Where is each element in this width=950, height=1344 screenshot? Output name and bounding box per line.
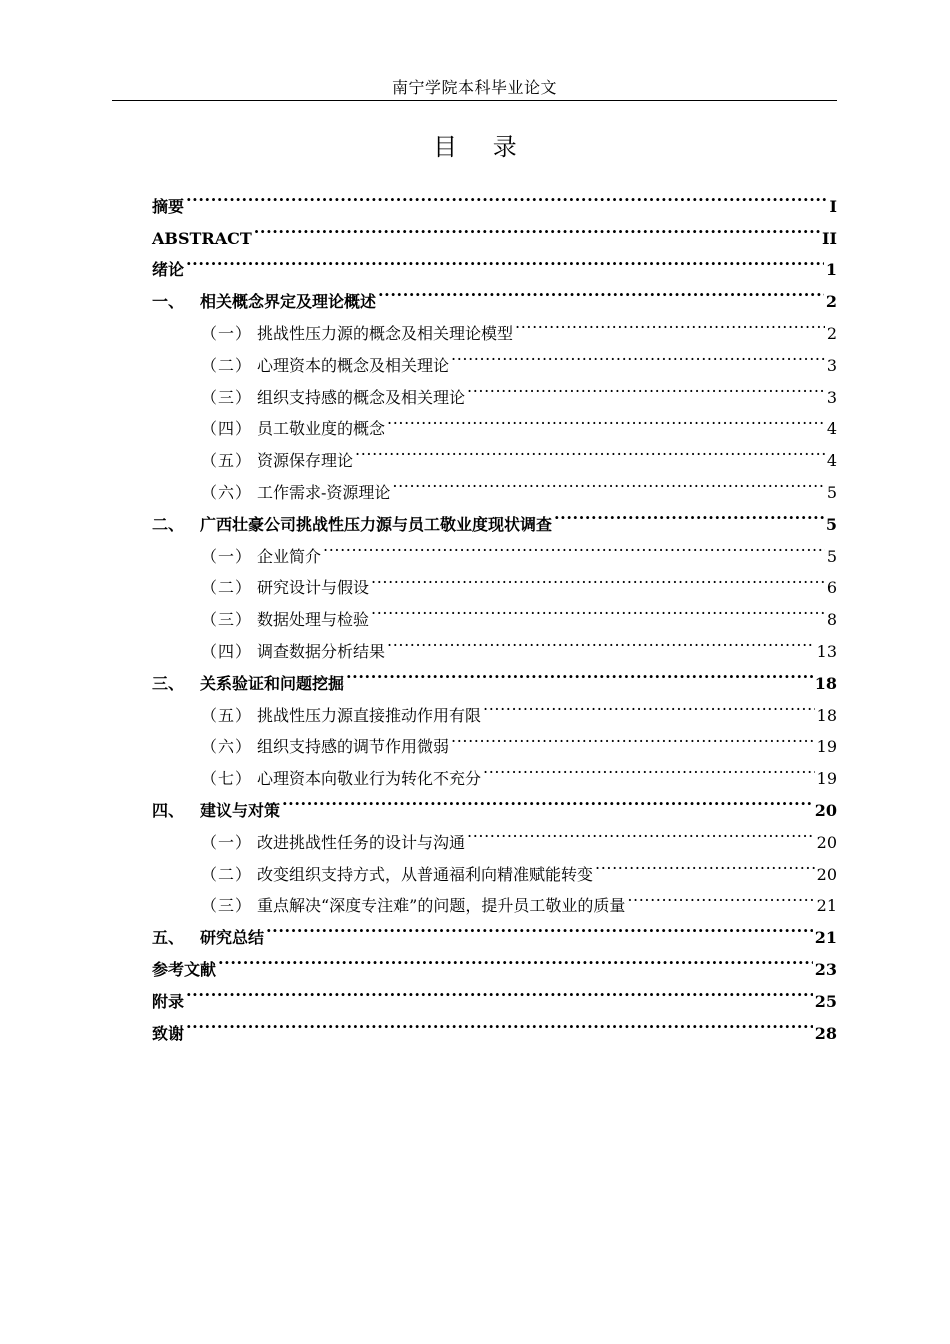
toc-dot-leader xyxy=(392,466,824,498)
toc-dot-leader xyxy=(282,784,813,816)
toc-dot-leader xyxy=(218,943,813,975)
toc-page-number: 20 xyxy=(816,864,837,884)
toc-entry-title: 心理资本向敬业行为转化不充分 xyxy=(257,769,482,789)
toc-entry-number: （二） xyxy=(201,355,253,375)
toc-entry-title: 工作需求-资源理论 xyxy=(257,482,391,502)
toc-page-number: 20 xyxy=(814,800,837,820)
toc-dot-leader xyxy=(186,180,828,212)
toc-dot-leader xyxy=(266,911,813,943)
toc-page-number: 5 xyxy=(826,546,837,566)
toc-dot-leader xyxy=(595,848,815,880)
toc-page-number: 23 xyxy=(814,959,837,979)
toc-entry-number: （三） xyxy=(201,387,253,407)
toc-chapter-entry[interactable] xyxy=(152,943,837,979)
toc-dot-leader xyxy=(627,880,814,912)
toc-entry-title: 建议与对策 xyxy=(200,800,281,820)
toc-entry-title: 调查数据分析结果 xyxy=(257,641,386,661)
toc-dot-leader xyxy=(451,339,825,371)
toc-entry-number: （一） xyxy=(201,546,253,566)
toc-entry-title: 组织支持感的调节作用微弱 xyxy=(257,737,450,757)
toc-entry-title: 员工敬业度的概念 xyxy=(257,419,386,439)
toc-page-number: 21 xyxy=(816,896,837,916)
toc-entry-title: 改进挑战性任务的设计与沟通 xyxy=(257,832,466,852)
toc-page-number: 25 xyxy=(814,991,837,1011)
toc-entry-title: 关系验证和问题挖掘 xyxy=(200,673,345,693)
toc-chapter-entry[interactable] xyxy=(152,212,837,248)
toc-entry-number: 五、 xyxy=(152,928,185,948)
toc-dot-leader xyxy=(467,816,815,848)
toc-dot-leader xyxy=(323,530,825,562)
toc-entry-title: 组织支持感的概念及相关理论 xyxy=(257,387,466,407)
toc-entry-number: （一） xyxy=(201,832,253,852)
toc-page-number: 13 xyxy=(816,641,837,661)
toc-entry-title: 摘要 xyxy=(152,196,185,216)
toc-entry-title: 挑战性压力源的概念及相关理论模型 xyxy=(257,323,514,343)
toc-page-number: 5 xyxy=(825,514,837,534)
toc-entry-number: （四） xyxy=(201,641,253,661)
toc-dot-leader xyxy=(371,562,825,594)
toc-dot-leader xyxy=(554,498,824,530)
toc-entry-title: 重点解决“深度专注难”的问题，提升员工敬业的质量 xyxy=(257,896,626,916)
toc-entry-number: 二、 xyxy=(152,514,185,534)
toc-entry-title: 挑战性压力源直接推动作用有限 xyxy=(257,705,482,725)
toc-page-number: 2 xyxy=(825,292,837,312)
toc-page-number: 18 xyxy=(816,705,837,725)
toc-page-number: II xyxy=(822,228,837,248)
toc-entry-number: （一） xyxy=(201,323,253,343)
toc-dot-leader xyxy=(186,244,824,276)
toc-entry-number: 四、 xyxy=(152,800,185,820)
toc-entry-number: （二） xyxy=(201,578,253,598)
toc-entry-number: （三） xyxy=(201,896,253,916)
toc-entry-number: （六） xyxy=(201,737,253,757)
toc-entry-number: （五） xyxy=(201,451,253,471)
toc-entry-title: 广西壮豪公司挑战性压力源与员工敬业度现状调查 xyxy=(200,514,553,534)
toc-entry-title: 数据处理与检验 xyxy=(257,610,370,630)
toc-chapter-entry[interactable] xyxy=(152,975,837,1011)
toc-dot-leader xyxy=(467,371,825,403)
toc-entry-number: 一、 xyxy=(152,292,185,312)
toc-page-number: 28 xyxy=(814,1023,837,1043)
toc-page-number: 18 xyxy=(814,673,837,693)
toc-entry-number: （五） xyxy=(201,705,253,725)
toc-page-number: 5 xyxy=(826,482,837,502)
toc-dot-leader xyxy=(387,625,815,657)
toc-page-number: 4 xyxy=(826,451,837,471)
toc-entry-number: 三、 xyxy=(152,673,185,693)
toc-dot-leader xyxy=(355,434,825,466)
toc-page-number: 19 xyxy=(816,737,837,757)
toc-chapter-entry[interactable] xyxy=(152,275,837,312)
header-rule xyxy=(112,100,837,101)
toc-page-number: 8 xyxy=(826,610,837,630)
toc-dot-leader xyxy=(451,721,815,753)
toc-entry-title: 相关概念界定及理论概述 xyxy=(200,292,377,312)
toc-entry-title: 附录 xyxy=(152,991,185,1011)
toc-page-number: 1 xyxy=(825,260,837,280)
table-of-contents xyxy=(152,180,837,1043)
toc-dot-leader xyxy=(483,752,815,784)
toc-entry-number: （六） xyxy=(201,482,253,502)
toc-entry-title: 致谢 xyxy=(152,1023,185,1043)
toc-entry-title: 研究总结 xyxy=(200,928,265,948)
toc-dot-leader xyxy=(483,689,815,721)
toc-entry-title: 研究设计与假设 xyxy=(257,578,370,598)
toc-entry-number: （二） xyxy=(201,864,253,884)
toc-entry-title: 绪论 xyxy=(152,260,185,280)
toc-dot-leader xyxy=(371,593,825,625)
toc-entry-title: 心理资本的概念及相关理论 xyxy=(257,355,450,375)
toc-page-number: 6 xyxy=(826,578,837,598)
toc-title: 目 录 xyxy=(433,133,531,162)
toc-entry-title: 资源保存理论 xyxy=(257,451,354,471)
page-header: 南宁学院本科毕业论文 xyxy=(391,78,557,97)
toc-page-number: 2 xyxy=(826,323,837,343)
toc-chapter-entry[interactable] xyxy=(152,180,837,216)
toc-dot-leader xyxy=(254,212,820,244)
toc-page-number: 20 xyxy=(816,832,837,852)
toc-page-number: 3 xyxy=(826,387,837,407)
toc-dot-leader xyxy=(186,1007,813,1039)
toc-entry-title: ABSTRACT xyxy=(152,228,252,248)
toc-page-number: 19 xyxy=(816,769,837,789)
toc-dot-leader xyxy=(186,975,813,1007)
toc-page-number: I xyxy=(829,196,837,216)
toc-entry-number: （三） xyxy=(201,610,253,630)
toc-entry-number: （七） xyxy=(201,769,253,789)
toc-page-number: 3 xyxy=(826,355,837,375)
toc-entry-title: 企业简介 xyxy=(257,546,322,566)
toc-chapter-entry[interactable] xyxy=(152,1007,837,1043)
toc-page-number: 21 xyxy=(814,928,837,948)
toc-chapter-entry[interactable] xyxy=(152,244,837,280)
toc-dot-leader xyxy=(378,275,824,307)
toc-entry-number: （四） xyxy=(201,419,253,439)
toc-dot-leader xyxy=(387,403,825,435)
toc-dot-leader xyxy=(515,307,825,339)
toc-entry-title: 参考文献 xyxy=(152,959,217,979)
toc-page-number: 4 xyxy=(826,419,837,439)
toc-entry-title: 改变组织支持方式，从普通福利向精准赋能转变 xyxy=(257,864,594,884)
toc-dot-leader xyxy=(346,657,813,689)
